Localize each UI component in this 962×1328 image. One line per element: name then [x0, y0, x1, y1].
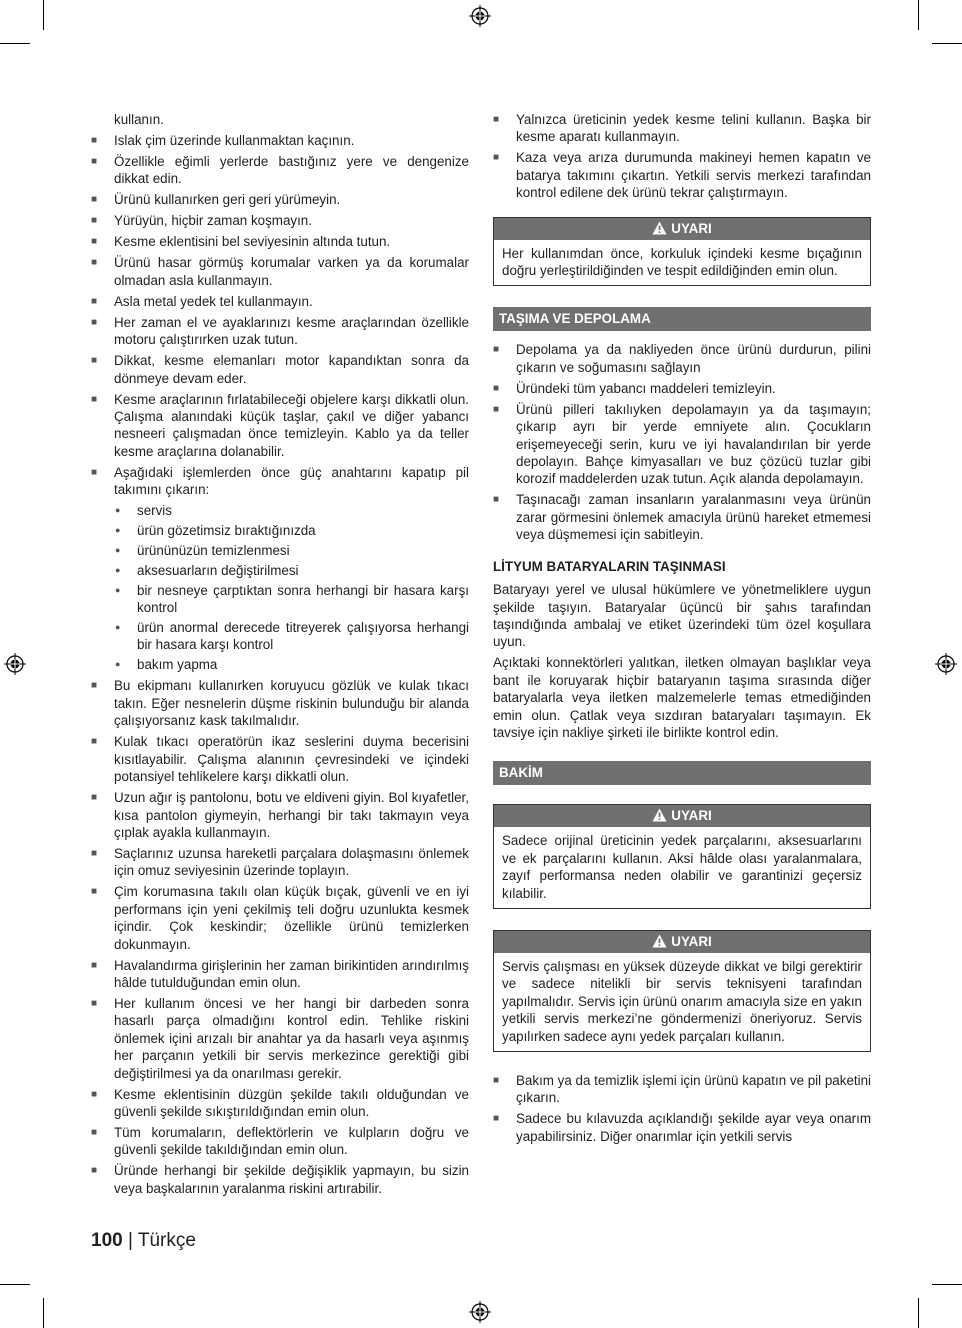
paragraph: Açıktaki konnektörleri yalıtkan, iletken olmayan başlıklar veya bant ile koruyarak hiçbir bataryanın taşıma sırasında diğer bataryalarla veya iletken malzemelerle temas etmediğinden emin olun. Çatlak veya sızdıran bataryaları taşımayın. Ek tavsiye için nakliye şirketi ile birlikte kontrol edin.: [493, 655, 871, 740]
list-item-text: Her kullanım öncesi ve her hangi bir darbeden sonra hasarlı parça olmadığını kontrol edin. Tehlike riskini önlemek içini arızalı bir anahtar ya da hasarlı veya aşınmış her parçanın yetkili bir servis merkezince gerektiği gibi değiştirilmesi ya da onarılması gerekir.: [114, 995, 469, 1081]
list-item: [91, 391, 469, 461]
list-item: [91, 233, 469, 250]
list-item-text: Ürünü hasar görmüş korumalar varken ya da korumalar olmadan asla kullanmayın.: [114, 255, 469, 288]
warning-triangle-icon: [652, 221, 667, 235]
list-item: [91, 464, 469, 674]
list-item-text: Kulak tıkacı operatörün ikaz seslerini duyma becerisini kısıtlayabilir. Çalışma alanının çevresindeki ve içindeki potansiyel tehlikelere karşı dikkatli olun.: [114, 734, 469, 785]
list-item: [91, 314, 469, 349]
list-item-text: Asla metal yedek tel kullanmayın.: [114, 293, 313, 309]
list-item-text: Kesme eklentisini bel seviyesinin altında tutun.: [114, 234, 391, 250]
warning-box: [493, 930, 871, 1052]
list-item-text: Kesme eklentisinin düzgün şekilde takılı olduğundan ve güvenli şekilde sıkıştırıldığından emin olun.: [114, 1086, 469, 1119]
list-item-text: Ürünü kullanırken geri geri yürümeyin.: [114, 192, 341, 208]
list-item: [91, 153, 469, 188]
list-item: [91, 111, 469, 128]
crop-mark: [43, 1298, 44, 1328]
list-item: [91, 191, 469, 208]
list-item: ■ Bakım ya da temizlik işlemi için ürünü kapatın ve pil paketini çıkarın.: [493, 1072, 871, 1107]
warning-title: UYARI: [671, 808, 712, 824]
crop-mark: [0, 1284, 30, 1285]
sub-list-item: ● bir nesneye çarptıktan sonra herhangi bir hasara karşı kontrol: [114, 582, 469, 617]
warning-text: Her kullanımdan önce, korkuluk içindeki kesme bıçağının doğru yerleştirildiğinden ve tespit edildiğinden emin olun.: [502, 245, 862, 279]
warning-box: [493, 217, 871, 287]
list-item: [91, 957, 469, 992]
warning-text: Sadece orijinal üreticinin yedek parçalarını, aksesuarlarını ve ek parçalarını kullanın. Aksi hâlde olası yaralanmalara, zayıf performansa neden olabilir ve garantinizi geçersiz kılabilir.: [502, 833, 862, 901]
list-item: ■ Yalnızca üreticinin yedek kesme telini kullanın. Başka bir kesme aparatı kullanmayın.: [493, 111, 871, 146]
crop-mark: [0, 43, 30, 44]
list-item: [91, 995, 469, 1082]
list-item: ■ Taşınacağı zaman insanların yaralanmasını veya ürünün zarar görmesini önlemek amacıyla ürünü hareket etmemesi veya düşmemesi için sabitleyin.: [493, 491, 871, 543]
sub-list-item: ● ürün anormal derecede titreyerek çalışıyorsa herhangi bir hasara karşı kontrol: [114, 619, 469, 654]
crop-mark: [932, 1284, 962, 1285]
crop-mark: [932, 43, 962, 44]
list-item: [91, 883, 469, 953]
list-item-text: Havalandırma girişlerinin her zaman birikintiden arındırılmış hâlde tutulduğundan emin olun.: [114, 957, 469, 990]
warning-header: [494, 218, 870, 240]
list-item: [91, 1086, 469, 1121]
safety-list: [91, 111, 469, 1197]
list-item-text: Saçlarınız uzunsa hareketli parçalara dolaşmasını önlemek için omuz seviyesinin üzerinde toplayın.: [114, 845, 469, 879]
page-footer: [91, 1230, 196, 1252]
warning-box: [493, 804, 871, 909]
sub-list-item: ● bakım yapma: [114, 656, 469, 673]
list-item-text: Çim korumasına takılı olan küçük bıçak, güvenli ve en iyi performans için yeni çekilmiş teli doğru uzunlukta kesmek içindir. Çok keskindir; özellikle ürünü temizlerken dokunmayın.: [114, 884, 469, 952]
page-number: 100: [91, 1230, 123, 1251]
maintenance-list: [493, 1072, 871, 1145]
sub-list-item: ● servis: [114, 502, 469, 519]
registration-mark-icon: [469, 1301, 491, 1323]
sub-list-item: ● aksesuarların değiştirilmesi: [114, 562, 469, 579]
paragraph: Bataryayı yerel ve ulusal hükümlere ve yönetmeliklere uygun şekilde taşıyın. Bataryalar üçüncü bir şahıs tarafından taşındığında ambalaj ve etiket üzerindeki tüm özel koşullara uyun.: [493, 582, 871, 650]
warning-title: UYARI: [671, 220, 712, 236]
warning-triangle-icon: [652, 808, 667, 822]
sub-list: [114, 502, 469, 674]
right-column: [493, 111, 871, 1149]
registration-mark-icon: [469, 5, 491, 27]
list-item-text: Her zaman el ve ayaklarınızı kesme araçlarından özellikle motoru çalıştırırken uzak tutun.: [114, 314, 469, 348]
list-item: [91, 352, 469, 387]
transport-list: [493, 341, 871, 543]
warning-text: Servis çalışması en yüksek düzeyde dikkat ve bilgi gerektirir ve sadece nitelikli bir servis teknisyeni tarafından yapılmalıdır. Servis için ürünü onarım amacıyla size en yakın yetkili servis merkezi’ne göndermenizi öneriyoruz. Servis yapılırken sadece aynı yedek parçaları kullanın.: [502, 958, 862, 1044]
crop-mark: [918, 1298, 919, 1328]
list-item: [91, 789, 469, 841]
list-item-text: Uzun ağır iş pantolonu, botu ve eldiveni giyin. Bol kıyafetler, kısa pantolon giymeyin, herhangi bir takı takmayın veya çıplak ayakla kullanmayın.: [114, 790, 469, 840]
list-item: [91, 212, 469, 229]
section-heading-maintenance: BAKİM: [493, 761, 871, 785]
list-item: [91, 1124, 469, 1159]
list-item-text: Özellikle eğimli yerlerde bastığınız yere ve dengenize dikkat edin.: [114, 154, 469, 187]
registration-mark-icon: [4, 653, 26, 675]
list-item-text: Tüm korumaların, deflektörlerin ve kulpların doğru ve güvenli şekilde takıldığından emin olun.: [114, 1124, 469, 1158]
section-heading-transport: TAŞIMA VE DEPOLAMA: [493, 307, 871, 331]
lithium-heading: LİTYUM BATARYALARIN TAŞINMASI: [493, 558, 726, 574]
list-item: ■ Kaza veya arıza durumunda makineyi hemen kapatın ve batarya takımını çıkartın. Yetkili servis merkezi tarafından kontrol edilene dek ürünü tekrar çalıştırmayın.: [493, 149, 871, 201]
list-item: [91, 293, 469, 310]
list-item: [91, 677, 469, 729]
list-item: [91, 733, 469, 785]
list-item: ■ Ürünü pilleri takılıyken depolamayın ya da taşımayın; çıkarıp ayrı bir yerde emniyete alın. Çocukların erişemeyeceği serin, kuru ve iyi havalandırılan bir yerde depolayın. Bahçe kimyasalları ve buz çözücü tuzlar gibi korozif maddelerden uzak tutun. Açık alanda depolamayın.: [493, 401, 871, 488]
crop-mark: [918, 0, 919, 30]
footer-language: Türkçe: [137, 1230, 196, 1251]
sub-list-item: ● ürün gözetimsiz bıraktığınızda: [114, 522, 469, 539]
list-item-text: kullanın.: [114, 112, 164, 127]
list-item-text: Yürüyün, hiçbir zaman koşmayın.: [114, 213, 312, 229]
list-item-text: Üründe herhangi bir şekilde değişiklik yapmayın, bu sizin veya başkalarının yaralanma riskini artırabilir.: [114, 1163, 469, 1196]
warning-header: [494, 805, 870, 827]
list-item: ■ Sadece bu kılavuzda açıklandığı şekilde ayar veya onarım yapabilirsiniz. Diğer onarımlar için yetkili servis: [493, 1110, 871, 1145]
list-item-text: Aşağıdaki işlemlerden önce güç anahtarını kapatıp pil takımını çıkarın:: [114, 464, 469, 498]
list-item-text: Kesme araçlarının fırlatabileceği objelere karşı dikkatli olun. Çalışma alanındaki küçük taşlar, çakıl ve diğer yabancı nesneeri çalışmadan önce temizleyin. Kablo ya da teller kesme araçlarına dolanabilir.: [114, 391, 469, 459]
warning-triangle-icon: [652, 934, 667, 948]
warning-header: [494, 931, 870, 953]
list-item-text: Islak çim üzerinde kullanmaktan kaçının.: [114, 133, 355, 148]
list-item-text: Dikkat, kesme elemanları motor kapandıktan sonra da dönmeye devam eder.: [114, 353, 469, 386]
safety-list-continued: [493, 111, 871, 202]
footer-separator: |: [127, 1230, 133, 1251]
list-item: [91, 254, 469, 289]
sub-list-item: ● ürününüzün temizlenmesi: [114, 542, 469, 559]
warning-title: UYARI: [671, 933, 712, 949]
list-item: [91, 1162, 469, 1197]
list-item-text: Bu ekipmanı kullanırken koruyucu gözlük ve kulak tıkacı takın. Eğer nesnelerin düşme riskinin bulunduğu bir alanda çalışıyorsanız kask takılmalıdır.: [114, 678, 469, 729]
list-item: ■ Üründeki tüm yabancı maddeleri temizleyin.: [493, 380, 871, 397]
list-item: ■ Depolama ya da nakliyeden önce ürünü durdurun, pilini çıkarın ve soğumasını sağlayın: [493, 341, 871, 376]
list-item: [91, 845, 469, 880]
registration-mark-icon: [935, 653, 957, 675]
crop-mark: [43, 0, 44, 30]
list-item: [91, 132, 469, 149]
left-column: [91, 111, 469, 1201]
